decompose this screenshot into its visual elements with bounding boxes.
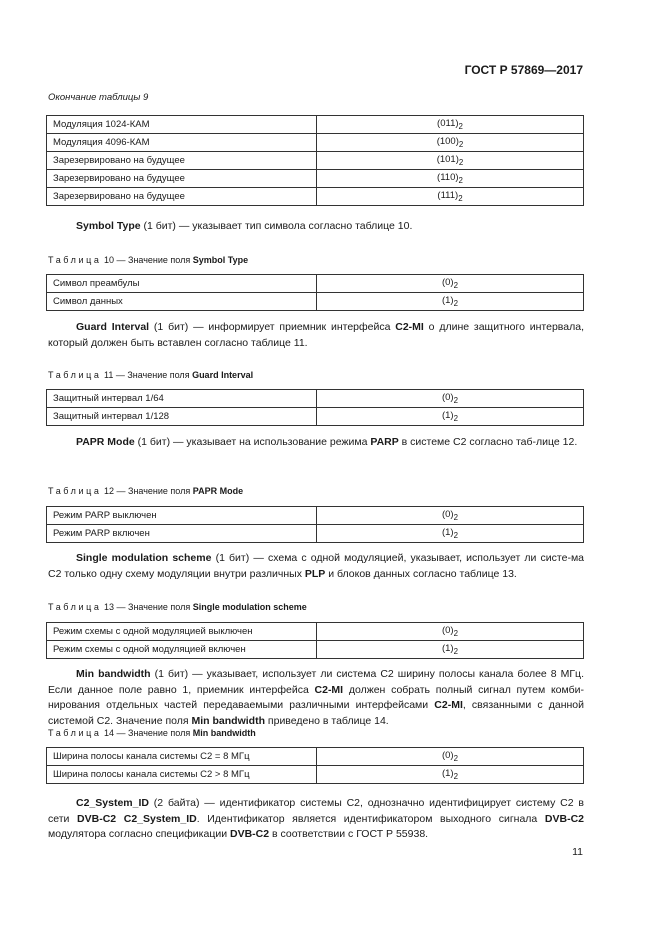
table-row (47, 408, 584, 426)
table-row (47, 170, 584, 188)
table-cell-value: $(0)_2$ (317, 623, 584, 641)
table-cell-value: $(1)_2$ (317, 293, 584, 311)
table-cell-value: $(101)_2$ (317, 152, 584, 170)
table-row (47, 188, 584, 206)
table-cell-value: $(100)_2$ (317, 134, 584, 152)
table-cell-value: $(1)_2$ (317, 641, 584, 659)
table-cell-name: Модуляция 1024-КАМ (47, 116, 317, 134)
table-cell-name: Защитный интервал 1/128 (47, 408, 317, 426)
table-cell-value: $(1)_2$ (317, 525, 584, 543)
table-cell-name: Ширина полосы канала системы С2 = 8 МГц (47, 748, 317, 766)
table-11 (46, 389, 584, 426)
table-cell-value: $(0)_2$ (317, 748, 584, 766)
table-cell-value: $(110)_2$ (317, 170, 584, 188)
table-cell-name: Модуляция 4096-КАМ (47, 134, 317, 152)
table-cell-name: Зарезервировано на будущее (47, 152, 317, 170)
table-cell-name: Символ преамбулы (47, 275, 317, 293)
table-cell-name: Режим схемы с одной модуляцией выключен (47, 623, 317, 641)
table-cell-value: $(011)_2$ (317, 116, 584, 134)
paragraph-single-modulation: Single modulation scheme (1 бит) — схема с одной модуляцией, указывает, использует ли систе-ма С2 только одну схему модуляции внутри различных PLP и блоков данных согласно таблице 13. (48, 552, 584, 580)
table-row (47, 116, 584, 134)
table-10-caption: Таблица 10 — Значение поля Symbol Type (48, 255, 249, 265)
table-row (47, 623, 584, 641)
paragraph-guard-interval: Guard Interval (1 бит) — информирует приемник интерфейса C2-MI о длине защитного интервала, который должен быть вставлен согласно таблице 11. (48, 321, 584, 349)
table-12 (46, 506, 584, 543)
table-cell-value: $(0)_2$ (317, 507, 584, 525)
table-row (47, 641, 584, 659)
table-cell-name: Зарезервировано на будущее (47, 188, 317, 206)
paragraph-symbol-type: Symbol Type (1 бит) — указывает тип символа согласно таблице 10. (76, 220, 413, 232)
table-row (47, 134, 584, 152)
table-14-caption: Таблица 14 — Значение поля Min bandwidth (48, 728, 256, 738)
table-cell-value: $(0)_2$ (317, 390, 584, 408)
table-11-caption: Таблица 11 — Значение поля Guard Interval (48, 370, 254, 380)
table-row (47, 525, 584, 543)
table-cell-name: Символ данных (47, 293, 317, 311)
table-14 (46, 747, 584, 784)
table-10 (46, 274, 584, 311)
paragraph-papr-mode: PAPR Mode (1 бит) — указывает на использование режима PARP в системе С2 согласно таб-лице 12. (76, 436, 578, 448)
table-9 (46, 115, 584, 206)
table-row (47, 293, 584, 311)
table-cell-value: $(111)_2$ (317, 188, 584, 206)
table-cell-name: Защитный интервал 1/64 (47, 390, 317, 408)
table-13 (46, 622, 584, 659)
table-cell-value: $(1)_2$ (317, 408, 584, 426)
table-12-caption: Таблица 12 — Значение поля PAPR Mode (48, 486, 244, 496)
paragraph-c2-system-id: C2_System_ID (2 байта) — идентификатор системы С2, однозначно идентифицирует систему С2 в сети DVB-C2 C2_System_ID. Идентификатор является идентификатором выходного сигнала DVB-C2 модулятора согласно спецификации DVB-C2 в соответствии с ГОСТ Р 55938. (48, 797, 584, 840)
table-cell-name: Режим PARP включен (47, 525, 317, 543)
table-row (47, 390, 584, 408)
table-row (47, 748, 584, 766)
table-cell-name: Режим схемы с одной модуляцией включен (47, 641, 317, 659)
table-cell-name: Зарезервировано на будущее (47, 170, 317, 188)
table-cell-value: $(1)_2$ (317, 766, 584, 784)
page-number: 11 (572, 846, 583, 858)
table-row (47, 766, 584, 784)
document-header: ГОСТ Р 57869—2017 (464, 63, 583, 77)
table-cell-name: Режим PARP выключен (47, 507, 317, 525)
table-row (47, 275, 584, 293)
table-row (47, 507, 584, 525)
table-cell-name: Ширина полосы канала системы С2 > 8 МГц (47, 766, 317, 784)
table-cell-value: $(0)_2$ (317, 275, 584, 293)
table-continuation-label: Окончание таблицы 9 (48, 92, 149, 103)
paragraph-min-bandwidth: Min bandwidth (1 бит) — указывает, использует ли система С2 ширину полосы канала более 8 МГц. Если данное поле равно 1, приемник интерфейса C2-MI должен собрать полный сигнал путем комби-нирования отдельных частей передаваемыми различными интерфейсами C2-MI, связанными с данной системой С2. Значение поля Min bandwidth приведено в таблице 14. (48, 668, 584, 727)
table-13-caption: Таблица 13 — Значение поля Single modulation scheme (48, 602, 307, 612)
table-row (47, 152, 584, 170)
